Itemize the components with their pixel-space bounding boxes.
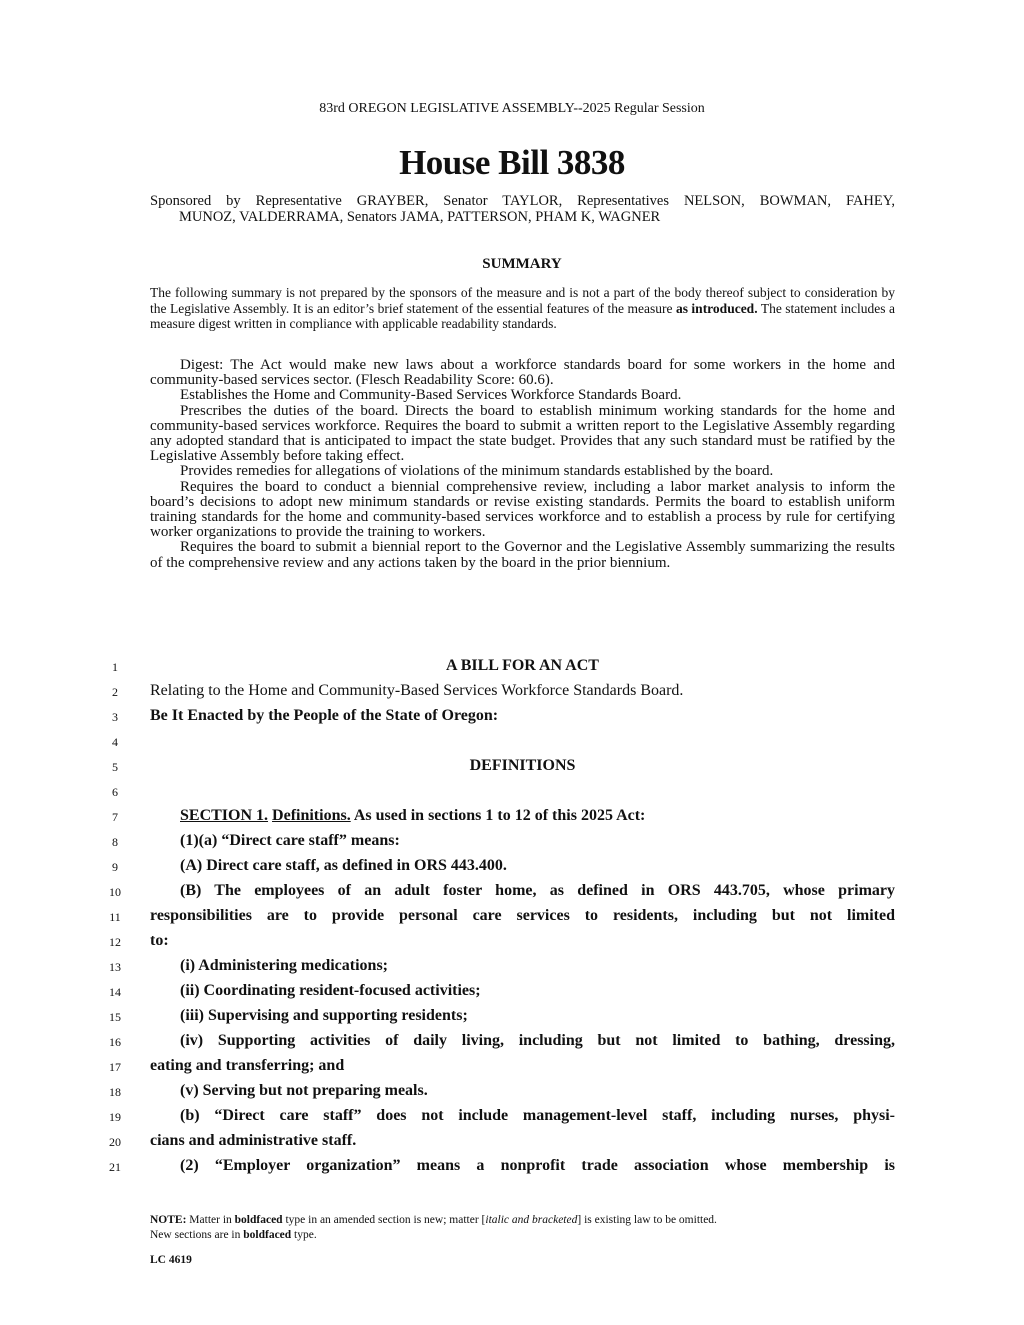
line-number: 6 xyxy=(112,785,118,799)
bill-text-line: (b) “Direct care staff” does not include management-level staff, including nurses, physi- xyxy=(180,1107,895,1124)
digest xyxy=(150,358,895,571)
line-number: 14 xyxy=(109,985,121,999)
note-bold: boldfaced xyxy=(243,1229,292,1241)
digest-paragraph: Establishes the Home and Community-Based Services Workforce Standards Board. xyxy=(180,387,682,404)
a-bill-for-an-act: A BILL FOR AN ACT xyxy=(446,657,599,674)
bill-text-line: (v) Serving but not preparing meals. xyxy=(180,1082,428,1099)
line-number: 8 xyxy=(112,835,118,849)
section-1-heading xyxy=(150,803,895,828)
note-text: New sections are in xyxy=(150,1229,244,1241)
digest-paragraph: Requires the board to conduct a biennial comprehensive review, including a labor market analysis to inform the board’s decisions to adopt new minimum standards or revise existing standards. Permits the board to establish uniform training standards for the home and community-based services workforce and to establish a process by rule for certifying worker organizations to provide the training to workers. xyxy=(150,478,895,541)
line-number: 10 xyxy=(109,885,121,899)
line-number: 4 xyxy=(112,735,118,749)
summary-heading: SUMMARY xyxy=(482,256,562,272)
line-number: 11 xyxy=(109,910,121,924)
enacting-clause: Be It Enacted by the People of the State of Oregon: xyxy=(150,707,499,724)
bill-text-line: (iii) Supervising and supporting residents; xyxy=(180,1007,468,1024)
bill-text-line: (ii) Coordinating resident-focused activities; xyxy=(180,982,481,999)
note-line-2 xyxy=(150,1228,895,1243)
note-italic: italic and bracketed xyxy=(485,1214,578,1226)
lc-number: LC 4619 xyxy=(150,1254,192,1266)
summary-intro-bold: as introduced. xyxy=(675,300,758,316)
line-number: 21 xyxy=(109,1160,121,1174)
note-text: type in an amended section is new; matter [ xyxy=(282,1214,486,1226)
bill-text-line: (A) Direct care staff, as defined in ORS 443.400. xyxy=(180,857,507,874)
sponsors xyxy=(150,193,895,225)
bill-title: House Bill 3838 xyxy=(399,143,625,182)
bill-text-line: cians and administrative staff. xyxy=(150,1132,357,1149)
digest-paragraph: Requires the board to submit a biennial report to the Governor and the Legislative Assembly summarizing the results of the comprehensive review and any actions taken by the board in the prior biennium. xyxy=(150,539,895,571)
line-number: 5 xyxy=(112,760,118,774)
bill-text-line: (B) The employees of an adult foster home, as defined in ORS 443.705, whose primary xyxy=(180,882,895,899)
note-bold: boldfaced xyxy=(234,1214,283,1226)
note-line-1 xyxy=(150,1213,895,1228)
definitions-heading: DEFINITIONS xyxy=(469,757,576,774)
line-number: 15 xyxy=(109,1010,121,1024)
line-number: 2 xyxy=(112,685,118,699)
bill-text-line: (i) Administering medications; xyxy=(180,957,388,974)
section-1-title: Definitions. xyxy=(272,807,351,824)
summary-intro xyxy=(150,285,895,332)
section-1-label: SECTION 1. xyxy=(180,807,269,824)
line-number: 12 xyxy=(109,935,121,949)
line-number: 3 xyxy=(112,710,118,724)
line-number: 18 xyxy=(109,1085,121,1099)
line-number: 17 xyxy=(109,1060,121,1074)
sponsors-line-2: MUNOZ, VALDERRAMA, Senators JAMA, PATTERSON, PHAM K, WAGNER xyxy=(179,209,661,225)
summary-intro-text-end: The statement includes a measure digest written in compliance with applicable readability standards. xyxy=(150,300,895,331)
digest-paragraph: Digest: The Act would make new laws about a workforce standards board for some workers in the home and community-based services sector. (Flesch Readability Score: 60.6). xyxy=(150,357,895,389)
line-number: 16 xyxy=(109,1035,121,1049)
note-label: NOTE: xyxy=(150,1214,187,1226)
summary-intro-text: The following summary is not prepared by the sponsors of the measure and is not a part of the body thereof subject to consideration by the Legislative Assembly. It is an editor’s brief statement of the essential features of the measure xyxy=(150,285,895,316)
line-number: 19 xyxy=(109,1110,121,1124)
session-header: 83rd OREGON LEGISLATIVE ASSEMBLY--2025 Regular Session xyxy=(319,101,705,116)
relating-clause: Relating to the Home and Community-Based Services Workforce Standards Board. xyxy=(150,682,684,699)
sponsors-line-1: Sponsored by Representative GRAYBER, Senator TAYLOR, Representatives NELSON, BOWMAN, FAHEY, xyxy=(150,193,895,209)
line-number: 1 xyxy=(112,660,118,674)
bill-text-line: to: xyxy=(150,932,169,949)
line-number: 7 xyxy=(112,810,118,824)
bill-text-line: (2) “Employer organization” means a nonprofit trade association whose membership is xyxy=(180,1157,895,1174)
note-text: Matter in xyxy=(186,1214,235,1226)
line-number: 20 xyxy=(109,1135,121,1149)
line-number: 9 xyxy=(112,860,118,874)
bill-text-line: (1)(a) “Direct care staff” means: xyxy=(180,832,400,849)
line-number: 13 xyxy=(109,960,121,974)
bill-text-line: responsibilities are to provide personal care services to residents, including but not limited xyxy=(150,907,895,924)
digest-paragraph: Prescribes the duties of the board. Directs the board to establish minimum working standards for the home and community-based services workforce. Requires the board to submit a written report to the Legislative Assembly regarding any adopted standard that is anticipated to impact the state budget. Provides that any such standard must be ratified by the Legislative Assembly before taking effect. xyxy=(150,402,895,465)
bill-text-line: eating and transferring; and xyxy=(150,1057,345,1074)
bill-text-line: (iv) Supporting activities of daily living, including but not limited to bathing, dressing, xyxy=(180,1032,895,1049)
footer-note xyxy=(150,1213,895,1243)
digest-paragraph: Provides remedies for allegations of violations of the minimum standards established by the board. xyxy=(180,463,774,480)
note-text: type. xyxy=(291,1229,317,1241)
note-text: ] is existing law to be omitted. xyxy=(577,1214,717,1226)
section-1-text: As used in sections 1 to 12 of this 2025 Act: xyxy=(350,807,646,824)
